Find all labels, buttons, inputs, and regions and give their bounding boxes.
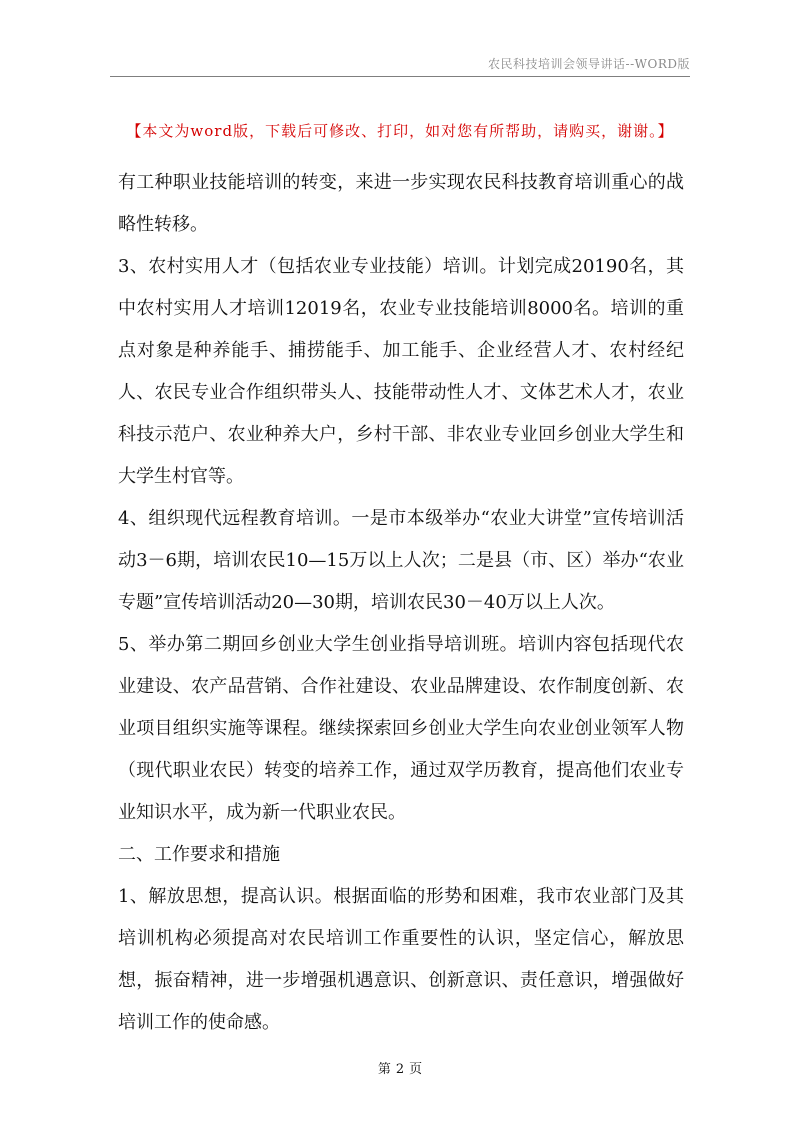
paragraph-item-4: 4、组织现代远程教育培训。一是市本级举办“农业大讲堂”宣传培训活动3－6期，培训农民10—15万以上人次；二是县（市、区）举办“农业专题”宣传培训活动20—30期，培训农民30－40万以上人次。 [118, 508, 684, 613]
paragraph-item-3: 3、农村实用人才（包括农业专业技能）培训。计划完成20190名，其中农村实用人才培训12019名，农业专业技能培训8000名。培训的重点对象是种养能手、捕捞能手、加工能手、企业经营人才、农村经纪人、农民专业合作组织带头人、技能带动性人才、文体艺术人才，农业科技示范户、农业种养大户，乡村干部、非农业专业回乡创业大学生和大学生村官等。 [118, 256, 684, 487]
paragraph-measure-1: 1、解放思想，提高认识。根据面临的形势和困难，我市农业部门及其培训机构必须提高对农民培训工作重要性的认识，坚定信心，解放思想，振奋精神，进一步增强机遇意识、创新意识、责任意识，增强做好培训工作的使命感。 [118, 886, 684, 1033]
footer-prefix: 第 [377, 1062, 391, 1077]
running-header: 农民科技培训会领导讲话--WORD版 [488, 57, 690, 71]
document-body [118, 162, 684, 1044]
header-divider [110, 76, 690, 77]
purchase-notice: 【本文为word版，下载后可修改、打印，如对您有所帮助，请购买，谢谢。】 [126, 122, 674, 140]
page-number: 2 [395, 1062, 405, 1077]
page-footer [0, 1058, 800, 1077]
paragraph-continuation: 有工种职业技能培训的转变，来进一步实现农民科技教育培训重心的战略性转移。 [118, 172, 684, 235]
paragraph-item-5: 5、举办第二期回乡创业大学生创业指导培训班。培训内容包括现代农业建设、农产品营销、合作社建设、农业品牌建设、农作制度创新、农业项目组织实施等课程。继续探索回乡创业大学生向农业创业领军人物（现代职业农民）转变的培养工作，通过双学历教育，提高他们农业专业知识水平，成为新一代职业农民。 [118, 634, 684, 823]
footer-suffix: 页 [409, 1062, 423, 1077]
section-heading: 二、工作要求和措施 [118, 844, 280, 865]
